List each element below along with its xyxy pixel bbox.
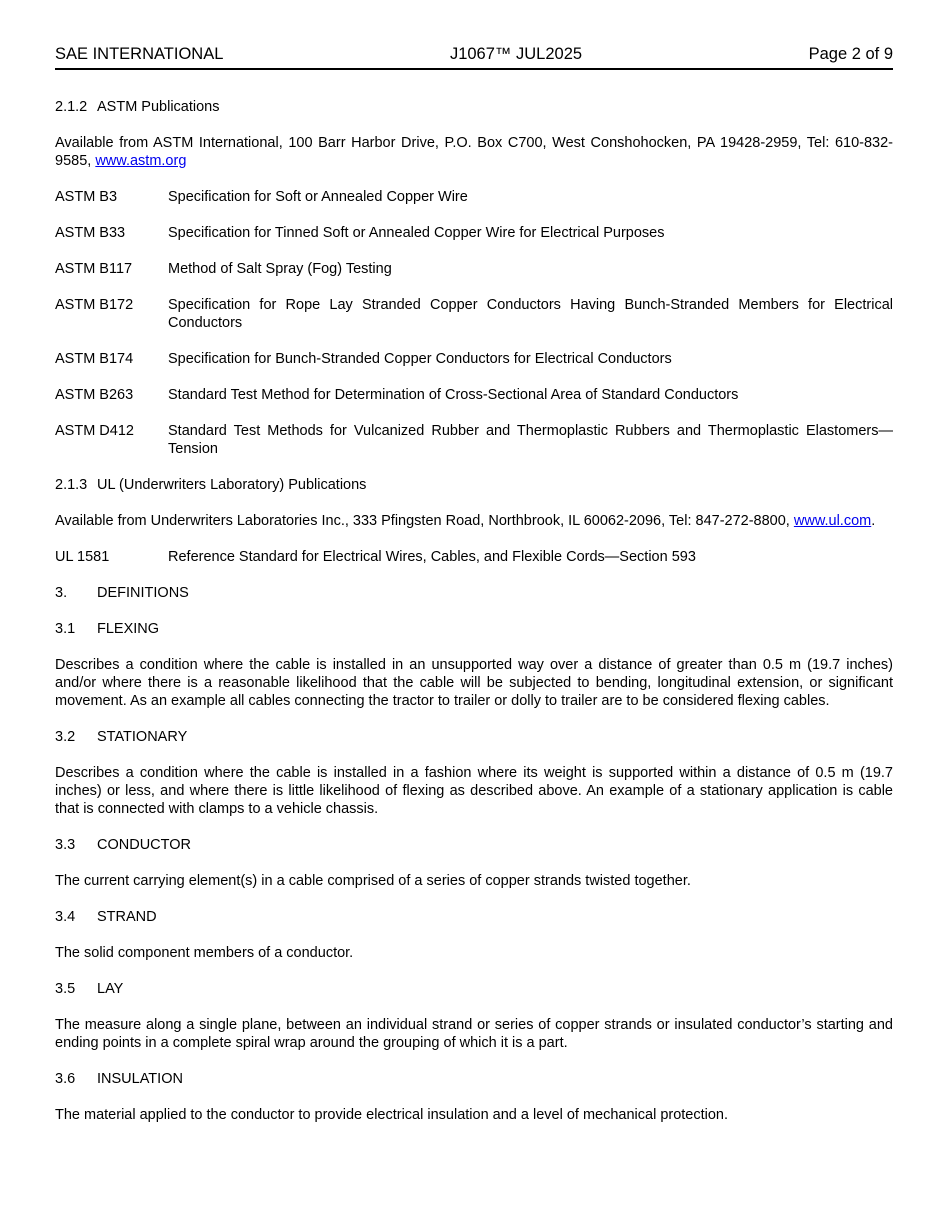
publication-title: Specification for Tinned Soft or Annealed Copper Wire for Electrical Purposes [168, 225, 665, 241]
publication-row [55, 386, 893, 404]
astm-website-link[interactable]: www.astm.org [95, 153, 187, 169]
definition-heading-strand [55, 908, 893, 926]
publication-title: Standard Test Methods for Vulcanized Rubber and Thermoplastic Rubbers and Thermoplastic Elastomers—Tension [168, 423, 893, 457]
publication-row [55, 260, 893, 278]
definition-body-conductor: The current carrying element(s) in a cable comprised of a series of copper strands twisted together. [55, 873, 691, 889]
definition-term: CONDUCTOR [97, 837, 191, 853]
definition-heading-conductor [55, 836, 893, 854]
ul-availability-text: Available from Underwriters Laboratories Inc., 333 Pfingsten Road, Northbrook, IL 60062-2096, Tel: 847-272-8800, [55, 513, 794, 529]
publication-label: ASTM B33 [55, 225, 126, 241]
ul-website-link[interactable]: www.ul.com [793, 513, 872, 529]
astm-availability-text: Available from ASTM International, 100 Barr Harbor Drive, P.O. Box C700, West Conshohocken, PA 19428-2959, Tel: 610-832-9585, [55, 135, 893, 169]
definition-body-insulation: The material applied to the conductor to provide electrical insulation and a level of mechanical protection. [55, 1107, 729, 1123]
definition-number: 3.2 [55, 729, 76, 745]
definition-heading-lay [55, 980, 893, 998]
definition-term: INSULATION [97, 1071, 183, 1087]
publication-row [55, 188, 893, 206]
section-number: 2.1.2 [55, 99, 88, 115]
definition-heading-flexing [55, 620, 893, 638]
publication-title: Standard Test Method for Determination of Cross-Sectional Area of Standard Conductors [168, 387, 739, 403]
section-heading-ul-publications [55, 476, 893, 494]
ul-availability-paragraph [55, 512, 893, 530]
publication-label: ASTM B117 [55, 261, 133, 277]
section-heading-definitions [55, 584, 893, 602]
document-content [55, 98, 893, 1124]
header-organization: SAE INTERNATIONAL [55, 45, 224, 63]
definition-number: 3.5 [55, 981, 76, 997]
publication-label: ASTM B3 [55, 189, 118, 205]
definition-number: 3.6 [55, 1071, 76, 1087]
publication-label: ASTM B172 [55, 297, 134, 313]
astm-availability-paragraph [55, 134, 893, 170]
section-number: 3. [55, 585, 68, 601]
publication-title: Reference Standard for Electrical Wires, Cables, and Flexible Cords—Section 593 [168, 549, 696, 565]
publication-row [55, 548, 893, 566]
publication-row [55, 224, 893, 242]
definition-number: 3.3 [55, 837, 76, 853]
definition-term: FLEXING [97, 621, 160, 637]
publication-label: ASTM D412 [55, 423, 134, 439]
definition-term: STRAND [97, 909, 157, 925]
definition-heading-stationary [55, 728, 893, 746]
publication-label: ASTM B263 [55, 387, 134, 403]
definition-body-stationary: Describes a condition where the cable is installed in a fashion where its weight is supported within a distance of 0.5 m (19.7 inches) or less, and where there is little likelihood of flexing as described above. An example of a stationary application is cable that is connected with clamps to a vehicle chassis. [55, 765, 893, 817]
section-title: DEFINITIONS [97, 585, 189, 601]
header-page-number: Page 2 of 9 [808, 45, 893, 63]
ul-availability-suffix: . [871, 513, 876, 529]
header-document-number: J1067™ JUL2025 [449, 45, 583, 63]
publication-row [55, 422, 893, 458]
section-number: 2.1.3 [55, 477, 88, 493]
publication-title: Specification for Bunch-Stranded Copper Conductors for Electrical Conductors [168, 351, 672, 367]
definition-term: STATIONARY [97, 729, 188, 745]
section-title: UL (Underwriters Laboratory) Publications [97, 477, 367, 493]
publication-title: Method of Salt Spray (Fog) Testing [168, 261, 392, 277]
definition-term: LAY [97, 981, 124, 997]
definition-body-flexing: Describes a condition where the cable is installed in an unsupported way over a distance of greater than 0.5 m (19.7 inches) and/or where there is a reasonable likelihood that the cable will be subjected to bending, longitudinal extension, or significant movement. As an example all cables connecting the tractor to trailer or dolly to trailer are to be considered flexing cables. [55, 657, 893, 709]
publication-label: UL 1581 [55, 549, 110, 565]
definition-number: 3.1 [55, 621, 76, 637]
definition-heading-insulation [55, 1070, 893, 1088]
publication-label: ASTM B174 [55, 351, 134, 367]
publication-row [55, 296, 893, 332]
section-heading-astm-publications [55, 98, 893, 116]
definition-body-lay: The measure along a single plane, between an individual strand or series of copper strands or insulated conductor’s starting and ending points in a complete spiral wrap around the grouping of which it is a part. [55, 1017, 893, 1051]
section-title: ASTM Publications [97, 99, 220, 115]
definition-body-strand: The solid component members of a conductor. [55, 945, 354, 961]
publication-title: Specification for Rope Lay Stranded Copper Conductors Having Bunch-Stranded Members for Electrical Conductors [168, 297, 893, 331]
publication-row [55, 350, 893, 368]
page-header [55, 45, 893, 70]
definition-number: 3.4 [55, 909, 76, 925]
publication-title: Specification for Soft or Annealed Copper Wire [168, 189, 468, 205]
